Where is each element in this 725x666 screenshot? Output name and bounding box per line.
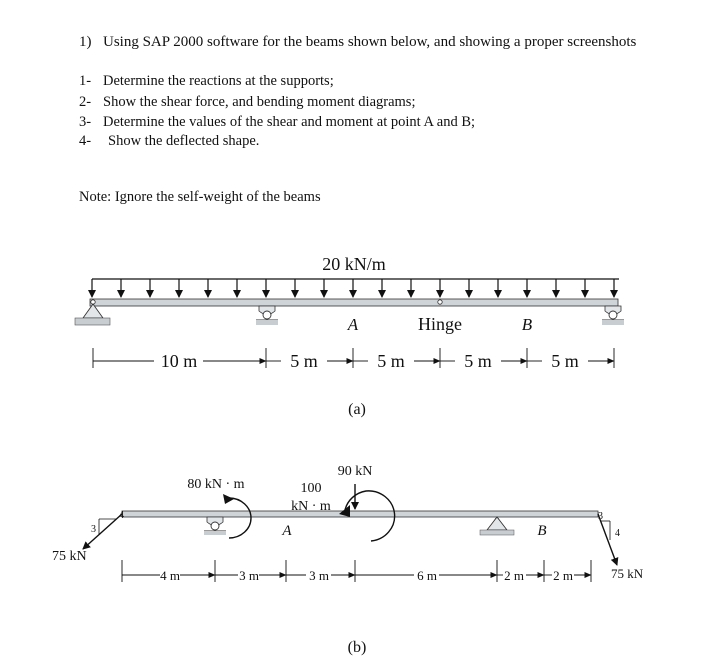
task-text-2: Show the shear force, and bending moment diagrams; [103,94,416,110]
task-text-3: Determine the values of the shear and moment at point A and B; [103,114,476,130]
point-b-label: B [521,315,533,334]
moment-80-arrowhead [223,494,234,504]
point-a-label-b: A [282,523,292,539]
force-90-label: 90 kN [337,464,373,479]
note-text: Note: Ignore the self-weight of the beams [79,189,321,205]
caption-b: (b) [347,639,367,656]
dim-b-3m-1: 3 m [239,568,259,583]
task-number-2: 2- [79,94,92,110]
roller-support-b [204,517,226,535]
dim-b-2m-2: 2 m [553,568,573,583]
question-number: 1) [79,34,92,50]
pin-support-b [480,517,514,535]
dim-a-5m-2: 5 m [377,351,405,371]
roller-support-1 [256,306,278,325]
task-number-3: 3- [79,114,92,130]
dim-b-2m-1: 2 m [504,568,524,583]
caption-a: (a) [348,401,366,418]
task-number-4: 4- [79,133,92,149]
moment-100-label-2: kN · m [291,499,331,514]
right-slope-v: 4 [615,528,620,539]
moment-80-label: 80 kN · m [187,477,245,492]
figure-a [75,254,624,418]
task-number-1: 1- [79,73,92,89]
moment-80-arc [229,498,251,538]
left-slope-h: 3 [91,524,96,535]
moment-100-label-1: 100 [300,481,322,496]
task-text-1: Determine the reactions at the supports; [103,73,334,89]
hinge-label: Hinge [418,314,462,334]
right-force-label: 75 kN [611,566,644,581]
dim-b-3m-2: 3 m [309,568,329,583]
dim-a-5m-3: 5 m [464,351,492,371]
roller-support-2 [602,306,624,325]
left-force-label: 75 kN [52,549,87,564]
question-text: Using SAP 2000 software for the beams shown below, and showing a proper screenshots [103,34,637,50]
distributed-load-label: 20 kN/m [322,254,386,274]
hinge-symbol [438,300,442,304]
dim-a-10m: 10 m [160,351,198,371]
dim-b-4m: 4 m [160,568,180,583]
right-slope-h: 3 [598,511,603,522]
figure-b [52,464,644,656]
beam-b [122,511,598,517]
beam-a [90,299,618,306]
dim-a-5m-4: 5 m [551,351,579,371]
point-a-label: A [347,315,359,334]
distributed-load [92,279,619,297]
dim-a-5m-1: 5 m [290,351,318,371]
left-slope-v: 4 [119,510,124,521]
point-b-label-b: B [537,523,547,539]
dim-b-6m: 6 m [417,568,437,583]
task-text-4: Show the deflected shape. [108,133,260,149]
